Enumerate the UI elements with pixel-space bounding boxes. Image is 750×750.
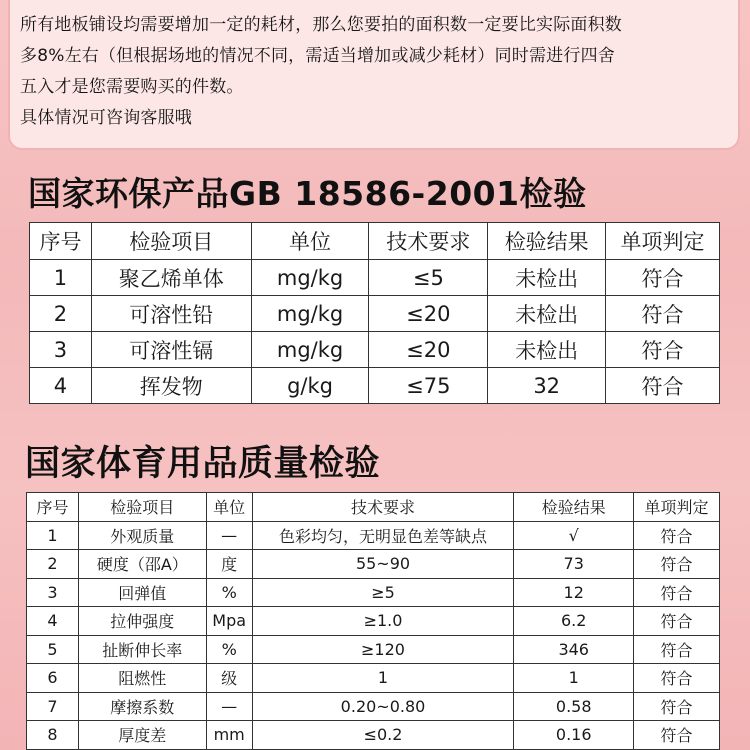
table-cell: 3 <box>27 578 79 607</box>
table-cell: 符合 <box>634 692 720 721</box>
header-cell: 单项判定 <box>606 223 720 260</box>
table-row <box>27 607 720 636</box>
table-cell: 硬度（邵A） <box>78 550 206 579</box>
table-cell: ≤5 <box>369 260 488 296</box>
table-cell: 3 <box>30 332 92 368</box>
table-cell: 外观质量 <box>78 521 206 550</box>
header-cell: 检验结果 <box>488 223 606 260</box>
table-cell: 符合 <box>634 550 720 579</box>
table-header-row <box>30 223 720 260</box>
header-cell: 序号 <box>27 493 79 522</box>
notice-line: 五入才是您需要购买的件数。 <box>20 77 244 97</box>
header-cell: 单项判定 <box>634 493 720 522</box>
table-cell: Mpa <box>206 607 252 636</box>
table-cell: ≤75 <box>369 368 488 404</box>
table-cell: 12 <box>514 578 634 607</box>
table-cell: ≥1.0 <box>252 607 514 636</box>
table-cell: mm <box>206 721 252 750</box>
table-cell: g/kg <box>251 368 369 404</box>
table-cell: 0.20~0.80 <box>252 692 514 721</box>
table-cell: 符合 <box>634 721 720 750</box>
table-cell: 55~90 <box>252 550 514 579</box>
table-cell: 扯断伸长率 <box>78 635 206 664</box>
table-cell: 未检出 <box>488 332 606 368</box>
header-cell: 序号 <box>30 223 92 260</box>
table-cell: mg/kg <box>251 332 369 368</box>
header-cell: 检验项目 <box>78 493 206 522</box>
table-cell: 色彩均匀，无明显色差等缺点 <box>252 521 514 550</box>
table-cell: 0.58 <box>514 692 634 721</box>
table-cell: 可溶性铅 <box>91 296 251 332</box>
table-cell: — <box>206 692 252 721</box>
table-cell: 1 <box>27 521 79 550</box>
table-cell: 级 <box>206 664 252 693</box>
table-cell: 挥发物 <box>91 368 251 404</box>
header-cell: 技术要求 <box>252 493 514 522</box>
table-cell: — <box>206 521 252 550</box>
table-cell: mg/kg <box>251 260 369 296</box>
table-cell: ≥120 <box>252 635 514 664</box>
table-cell: 厚度差 <box>78 721 206 750</box>
table-cell: √ <box>514 521 634 550</box>
table-cell: 7 <box>27 692 79 721</box>
table-cell: % <box>206 578 252 607</box>
table-cell: 度 <box>206 550 252 579</box>
table-cell: 符合 <box>634 521 720 550</box>
table-cell: 73 <box>514 550 634 579</box>
table-cell: 6 <box>27 664 79 693</box>
table-cell: 摩擦系数 <box>78 692 206 721</box>
table-cell: 2 <box>30 296 92 332</box>
table-cell: 符合 <box>634 635 720 664</box>
table-cell: 可溶性镉 <box>91 332 251 368</box>
table-cell: 拉伸强度 <box>78 607 206 636</box>
table-row <box>30 296 720 332</box>
table-cell: 符合 <box>606 368 720 404</box>
table-cell: ≤0.2 <box>252 721 514 750</box>
table-cell: 5 <box>27 635 79 664</box>
table-row <box>30 260 720 296</box>
table-row <box>27 550 720 579</box>
header-cell: 技术要求 <box>369 223 488 260</box>
table-header-row <box>27 493 720 522</box>
table-cell: 阻燃性 <box>78 664 206 693</box>
table-cell: 8 <box>27 721 79 750</box>
header-cell: 检验项目 <box>91 223 251 260</box>
table-cell: 符合 <box>606 260 720 296</box>
env-inspection-table <box>29 222 720 404</box>
notice-line: 具体情况可咨询客服哦 <box>20 108 192 128</box>
table-cell: 346 <box>514 635 634 664</box>
table-cell: 2 <box>27 550 79 579</box>
table-cell: 6.2 <box>514 607 634 636</box>
notice-box <box>8 0 740 150</box>
sport-inspection-table <box>26 492 720 750</box>
table-row <box>27 521 720 550</box>
header-cell: 单位 <box>251 223 369 260</box>
table-row <box>27 664 720 693</box>
table-cell: ≤20 <box>369 296 488 332</box>
notice-line: 多8%左右（但根据场地的情况不同，需适当增加或减少耗材）同时需进行四舍 <box>20 46 615 66</box>
table-cell: 符合 <box>634 664 720 693</box>
table-cell: 4 <box>30 368 92 404</box>
table-cell: % <box>206 635 252 664</box>
table-cell: ≥5 <box>252 578 514 607</box>
table-cell: 符合 <box>634 578 720 607</box>
header-cell: 单位 <box>206 493 252 522</box>
table-cell: 回弹值 <box>78 578 206 607</box>
table-row <box>30 332 720 368</box>
table-row <box>27 692 720 721</box>
table-cell: ≤20 <box>369 332 488 368</box>
table-cell: 符合 <box>634 607 720 636</box>
notice-line: 所有地板铺设均需要增加一定的耗材，那么您要拍的面积数一定要比实际面积数 <box>20 15 622 35</box>
table-cell: 符合 <box>606 296 720 332</box>
table-cell: mg/kg <box>251 296 369 332</box>
header-cell: 检验结果 <box>514 493 634 522</box>
table-cell: 1 <box>30 260 92 296</box>
table-cell: 4 <box>27 607 79 636</box>
table-cell: 未检出 <box>488 296 606 332</box>
table-row <box>27 635 720 664</box>
table-cell: 1 <box>252 664 514 693</box>
table-cell: 32 <box>488 368 606 404</box>
table-row <box>27 721 720 750</box>
sport-table-title: 国家体育用品质量检验 <box>25 444 381 484</box>
table-row <box>27 578 720 607</box>
table-cell: 符合 <box>606 332 720 368</box>
env-table-title: 国家环保产品GB 18586-2001检验 <box>28 174 587 213</box>
table-cell: 聚乙烯单体 <box>91 260 251 296</box>
table-cell: 0.16 <box>514 721 634 750</box>
table-row <box>30 368 720 404</box>
table-cell: 未检出 <box>488 260 606 296</box>
table-cell: 1 <box>514 664 634 693</box>
